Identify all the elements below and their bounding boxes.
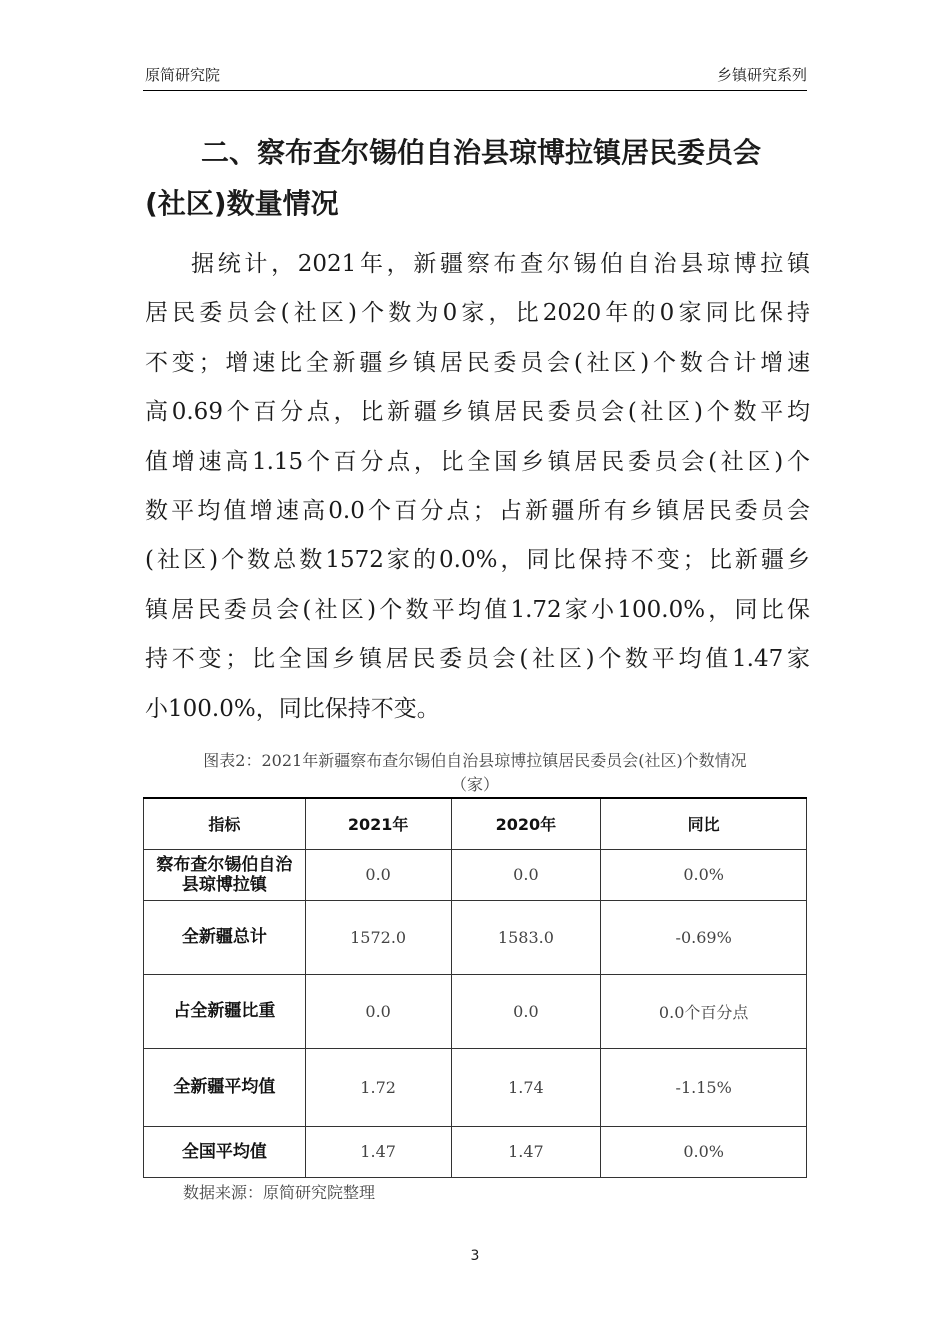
header-right: 乡镇研究系列: [716, 66, 807, 84]
cell: 0.0: [451, 849, 601, 900]
cell: 0.0个百分点: [601, 974, 807, 1048]
row-label: 全新疆总计: [144, 900, 306, 974]
body-line: 持不变；比全国乡镇居民委员会(社区)个数平均值1.47家: [145, 646, 810, 673]
cell: 0.0: [305, 974, 451, 1048]
body-line: 镇居民委员会(社区)个数平均值1.72家小100.0%，同比保: [145, 596, 810, 623]
cell: 0.0%: [601, 1126, 807, 1177]
page-number: 3: [470, 1248, 480, 1264]
body-line: 数平均值增速高0.0个百分点；占新疆所有乡镇居民委员会: [145, 498, 810, 525]
data-table: [143, 797, 807, 1178]
section-title-line1: 二、察布查尔锡伯自治县琼博拉镇居民委员会: [201, 136, 762, 169]
body-line: (社区)个数总数1572家的0.0%，同比保持不变；比新疆乡: [145, 547, 810, 574]
cell: 1.47: [305, 1126, 451, 1177]
cell: 1572.0: [305, 900, 451, 974]
data-source: 数据来源：原简研究院整理: [183, 1183, 376, 1202]
section-title: [145, 127, 810, 229]
cell: 1583.0: [451, 900, 601, 974]
body-line: 不变；增速比全新疆乡镇居民委员会(社区)个数合计增速: [145, 349, 810, 376]
cell: -1.15%: [601, 1048, 807, 1126]
table-row: [144, 1126, 807, 1177]
header-cell: 2020年: [451, 798, 601, 849]
section-title-line2: (社区)数量情况: [145, 187, 339, 220]
body-paragraph: [145, 240, 810, 734]
caption-line1: 图表2：2021年新疆察布查尔锡伯自治县琼博拉镇居民委员会(社区)个数情况: [203, 751, 747, 770]
cell: 1.74: [451, 1048, 601, 1126]
header-cell: 同比: [601, 798, 807, 849]
cell: 0.0%: [601, 849, 807, 900]
caption-line2: （家）: [450, 775, 499, 794]
table-row: [144, 1048, 807, 1126]
header-divider: [143, 90, 807, 91]
row-label: 全国平均值: [144, 1126, 306, 1177]
table-caption: [143, 749, 807, 797]
table-row: [144, 849, 807, 900]
table-row: [144, 974, 807, 1048]
header-cell: 2021年: [305, 798, 451, 849]
body-line: 小100.0%，同比保持不变。: [145, 695, 440, 722]
header-left: 原简研究院: [145, 66, 221, 84]
row-label: 占全新疆比重: [144, 974, 306, 1048]
body-line: 居民委员会(社区)个数为0家，比2020年的0家同比保持: [145, 300, 810, 327]
header-cell: 指标: [144, 798, 306, 849]
cell: 0.0: [305, 849, 451, 900]
cell: -0.69%: [601, 900, 807, 974]
row-label: 全新疆平均值: [144, 1048, 306, 1126]
row-label: 察布查尔锡伯自治县琼博拉镇: [144, 849, 306, 900]
cell: 1.47: [451, 1126, 601, 1177]
table-header-row: [144, 798, 807, 849]
table-row: [144, 900, 807, 974]
cell: 1.72: [305, 1048, 451, 1126]
body-line: 据统计，2021年，新疆察布查尔锡伯自治县琼博拉镇: [191, 251, 810, 277]
cell: 0.0: [451, 974, 601, 1048]
body-line: 高0.69个百分点，比新疆乡镇居民委员会(社区)个数平均: [145, 399, 810, 426]
body-line: 值增速高1.15个百分点，比全国乡镇居民委员会(社区)个: [145, 448, 810, 475]
